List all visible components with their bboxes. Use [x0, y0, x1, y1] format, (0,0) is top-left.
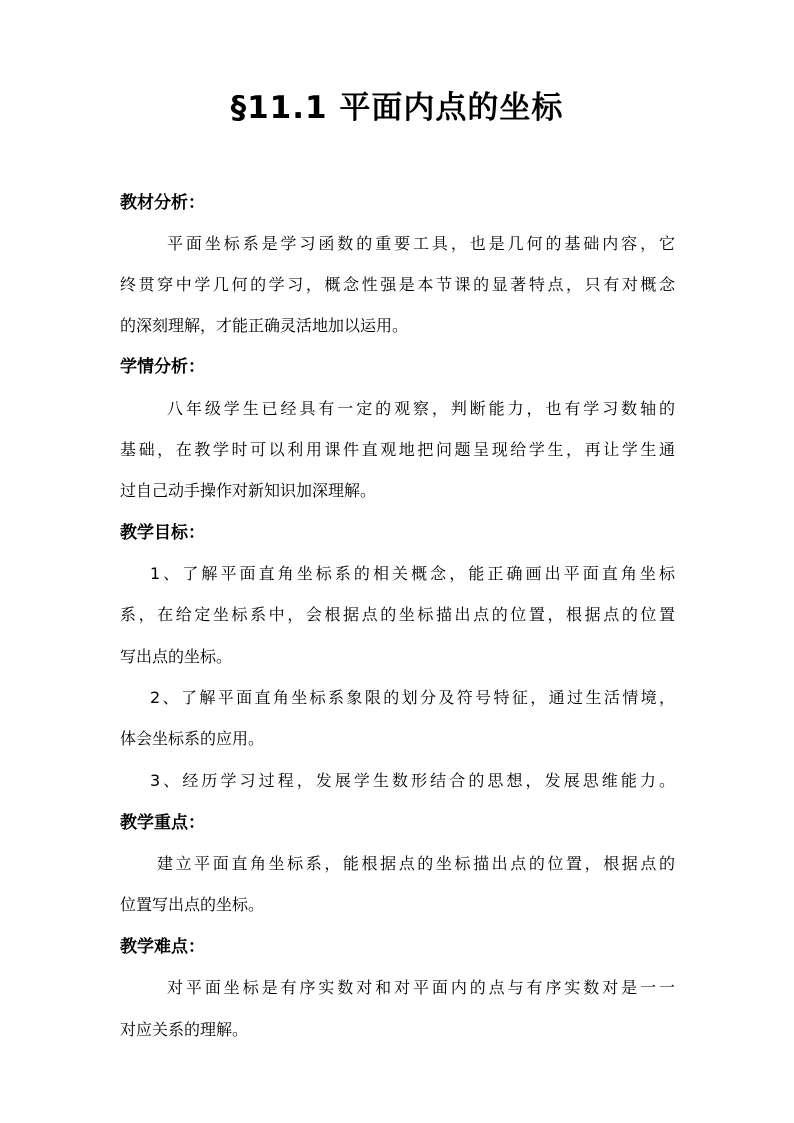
paragraph-line: 写出点的坐标。 — [120, 647, 233, 666]
page-title: §11.1 平面内点的坐标 — [230, 90, 564, 126]
section-heading-goals: 教学目标： — [120, 523, 205, 543]
paragraph-line: 体会坐标系的应用。 — [120, 729, 265, 748]
paragraph-line: 的深刻理解，才能正确灵活地加以运用。 — [120, 316, 409, 335]
paragraph-line: 八年级学生已经具有一定的观察，判断能力，也有学习数轴的 — [167, 399, 675, 418]
paragraph-line: 位置写出点的坐标。 — [120, 895, 265, 914]
section-heading-keypoints: 教学重点： — [120, 813, 205, 833]
paragraph-line: 终贯穿中学几何的学习，概念性强是本节课的显著特点，只有对概念 — [120, 275, 675, 294]
paragraph-line: 平面坐标系是学习函数的重要工具，也是几何的基础内容，它 — [167, 234, 675, 253]
paragraph-line: 1、了解平面直角坐标系的相关概念，能正确画出平面直角坐标 — [150, 564, 675, 583]
section-heading-material: 教材分析： — [120, 193, 205, 213]
paragraph-line: 2、了解平面直角坐标系象限的划分及符号特征，通过生活情境， — [150, 688, 675, 707]
paragraph-line: 系，在给定坐标系中，会根据点的坐标描出点的位置，根据点的位置 — [120, 605, 675, 624]
paragraph-line: 对平面坐标是有序实数对和对平面内的点与有序实数对是一一 — [167, 978, 675, 997]
section-heading-difficulties: 教学难点： — [120, 937, 205, 957]
paragraph-line: 建立平面直角坐标系，能根据点的坐标描出点的位置，根据点的 — [157, 854, 675, 873]
paragraph-line: 过自己动手操作对新知识加深理解。 — [120, 481, 377, 500]
paragraph-line: 对应关系的理解。 — [120, 1020, 249, 1039]
section-heading-students: 学情分析： — [120, 357, 205, 377]
paragraph-line: 3、经历学习过程，发展学生数形结合的思想，发展思维能力。 — [150, 771, 675, 790]
paragraph-line: 基础，在教学时可以利用课件直观地把问题呈现给学生，再让学生通 — [120, 440, 675, 459]
